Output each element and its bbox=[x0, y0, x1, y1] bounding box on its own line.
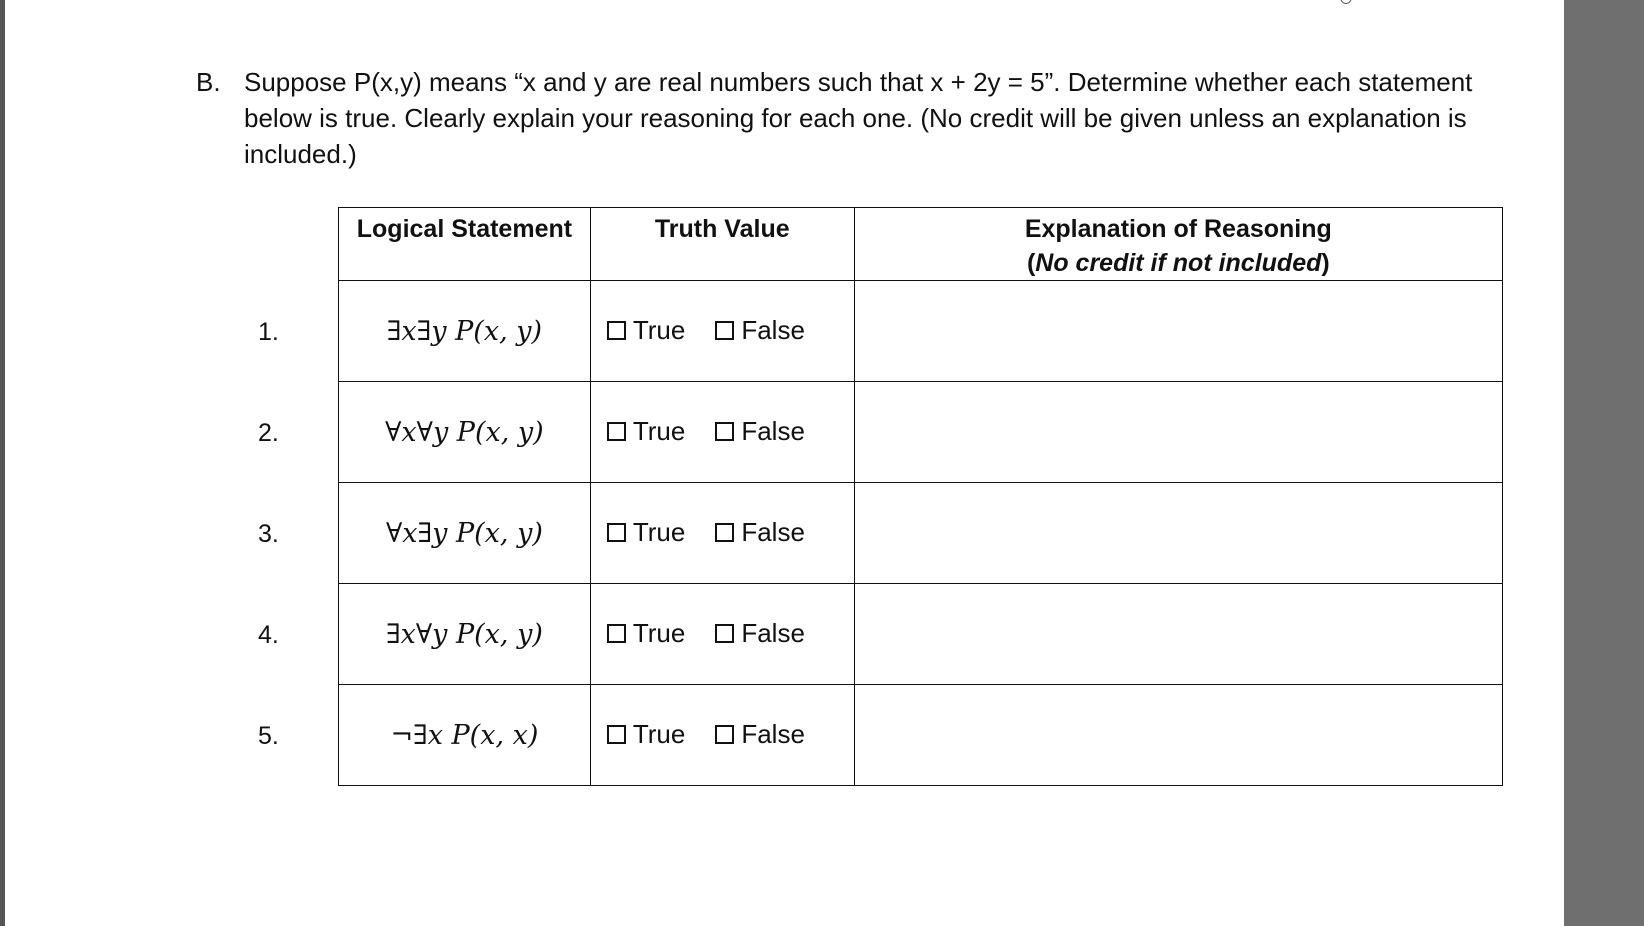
logical-statement: ∃x∀y P(x, y) bbox=[339, 584, 591, 685]
header-logical-statement: Logical Statement bbox=[339, 208, 591, 281]
header-explanation bbox=[854, 208, 1502, 281]
truth-value-cell bbox=[590, 685, 854, 786]
page-left-border bbox=[0, 0, 5, 926]
table-row bbox=[339, 685, 1503, 786]
page-right-gutter bbox=[1564, 0, 1644, 926]
logical-statement: ∃x∃y P(x, y) bbox=[339, 281, 591, 382]
logical-statement: ∀x∃y P(x, y) bbox=[339, 483, 591, 584]
row-number: 2. bbox=[258, 419, 279, 447]
checkbox-true[interactable] bbox=[607, 523, 626, 542]
checkbox-true[interactable] bbox=[607, 422, 626, 441]
table-row bbox=[339, 281, 1503, 382]
top-partial-mark bbox=[1340, 0, 1352, 4]
false-option[interactable]: False bbox=[715, 315, 805, 346]
explanation-cell[interactable] bbox=[854, 584, 1502, 685]
table-row bbox=[339, 483, 1503, 584]
table-row bbox=[339, 584, 1503, 685]
header-explanation-line1: Explanation of Reasoning bbox=[1024, 215, 1332, 243]
row-number: 3. bbox=[258, 520, 279, 548]
explanation-cell[interactable] bbox=[854, 281, 1502, 382]
false-option[interactable]: False bbox=[715, 719, 805, 750]
checkbox-true[interactable] bbox=[607, 624, 626, 643]
checkbox-false[interactable] bbox=[715, 321, 734, 340]
true-option[interactable]: True bbox=[607, 719, 686, 750]
false-option[interactable]: False bbox=[715, 517, 805, 548]
explanation-cell[interactable] bbox=[854, 685, 1502, 786]
checkbox-false[interactable] bbox=[715, 725, 734, 744]
false-option[interactable]: False bbox=[715, 416, 805, 447]
row-number: 1. bbox=[258, 318, 279, 346]
checkbox-true[interactable] bbox=[607, 321, 626, 340]
explanation-cell[interactable] bbox=[854, 483, 1502, 584]
row-number: 5. bbox=[258, 722, 279, 750]
truth-value-cell bbox=[590, 584, 854, 685]
question-letter: B. bbox=[196, 67, 221, 97]
true-option[interactable]: True bbox=[607, 416, 686, 447]
false-option[interactable]: False bbox=[715, 618, 805, 649]
truth-value-cell bbox=[590, 281, 854, 382]
logical-statement: ¬∃x P(x, x) bbox=[339, 685, 591, 786]
truth-value-cell bbox=[590, 382, 854, 483]
header-explanation-line2: (No credit if not included) bbox=[1026, 249, 1330, 277]
row-number: 4. bbox=[258, 621, 279, 649]
quantifier-table bbox=[338, 207, 1503, 786]
checkbox-false[interactable] bbox=[715, 523, 734, 542]
question-text: Suppose P(x,y) means “x and y are real numbers such that x + 2y = 5”. Determine whether each statement below is true. Clearly explain your reasoning for each one. (No credit will be given unless an explanation is included.) bbox=[244, 67, 1473, 169]
table-row bbox=[339, 382, 1503, 483]
true-option[interactable]: True bbox=[607, 618, 686, 649]
logical-statement: ∀x∀y P(x, y) bbox=[339, 382, 591, 483]
explanation-cell[interactable] bbox=[854, 382, 1502, 483]
table-header-row bbox=[339, 208, 1503, 281]
header-truth-value: Truth Value bbox=[590, 208, 854, 281]
checkbox-false[interactable] bbox=[715, 624, 734, 643]
truth-value-cell bbox=[590, 483, 854, 584]
checkbox-false[interactable] bbox=[715, 422, 734, 441]
true-option[interactable]: True bbox=[607, 315, 686, 346]
true-option[interactable]: True bbox=[607, 517, 686, 548]
checkbox-true[interactable] bbox=[607, 725, 626, 744]
